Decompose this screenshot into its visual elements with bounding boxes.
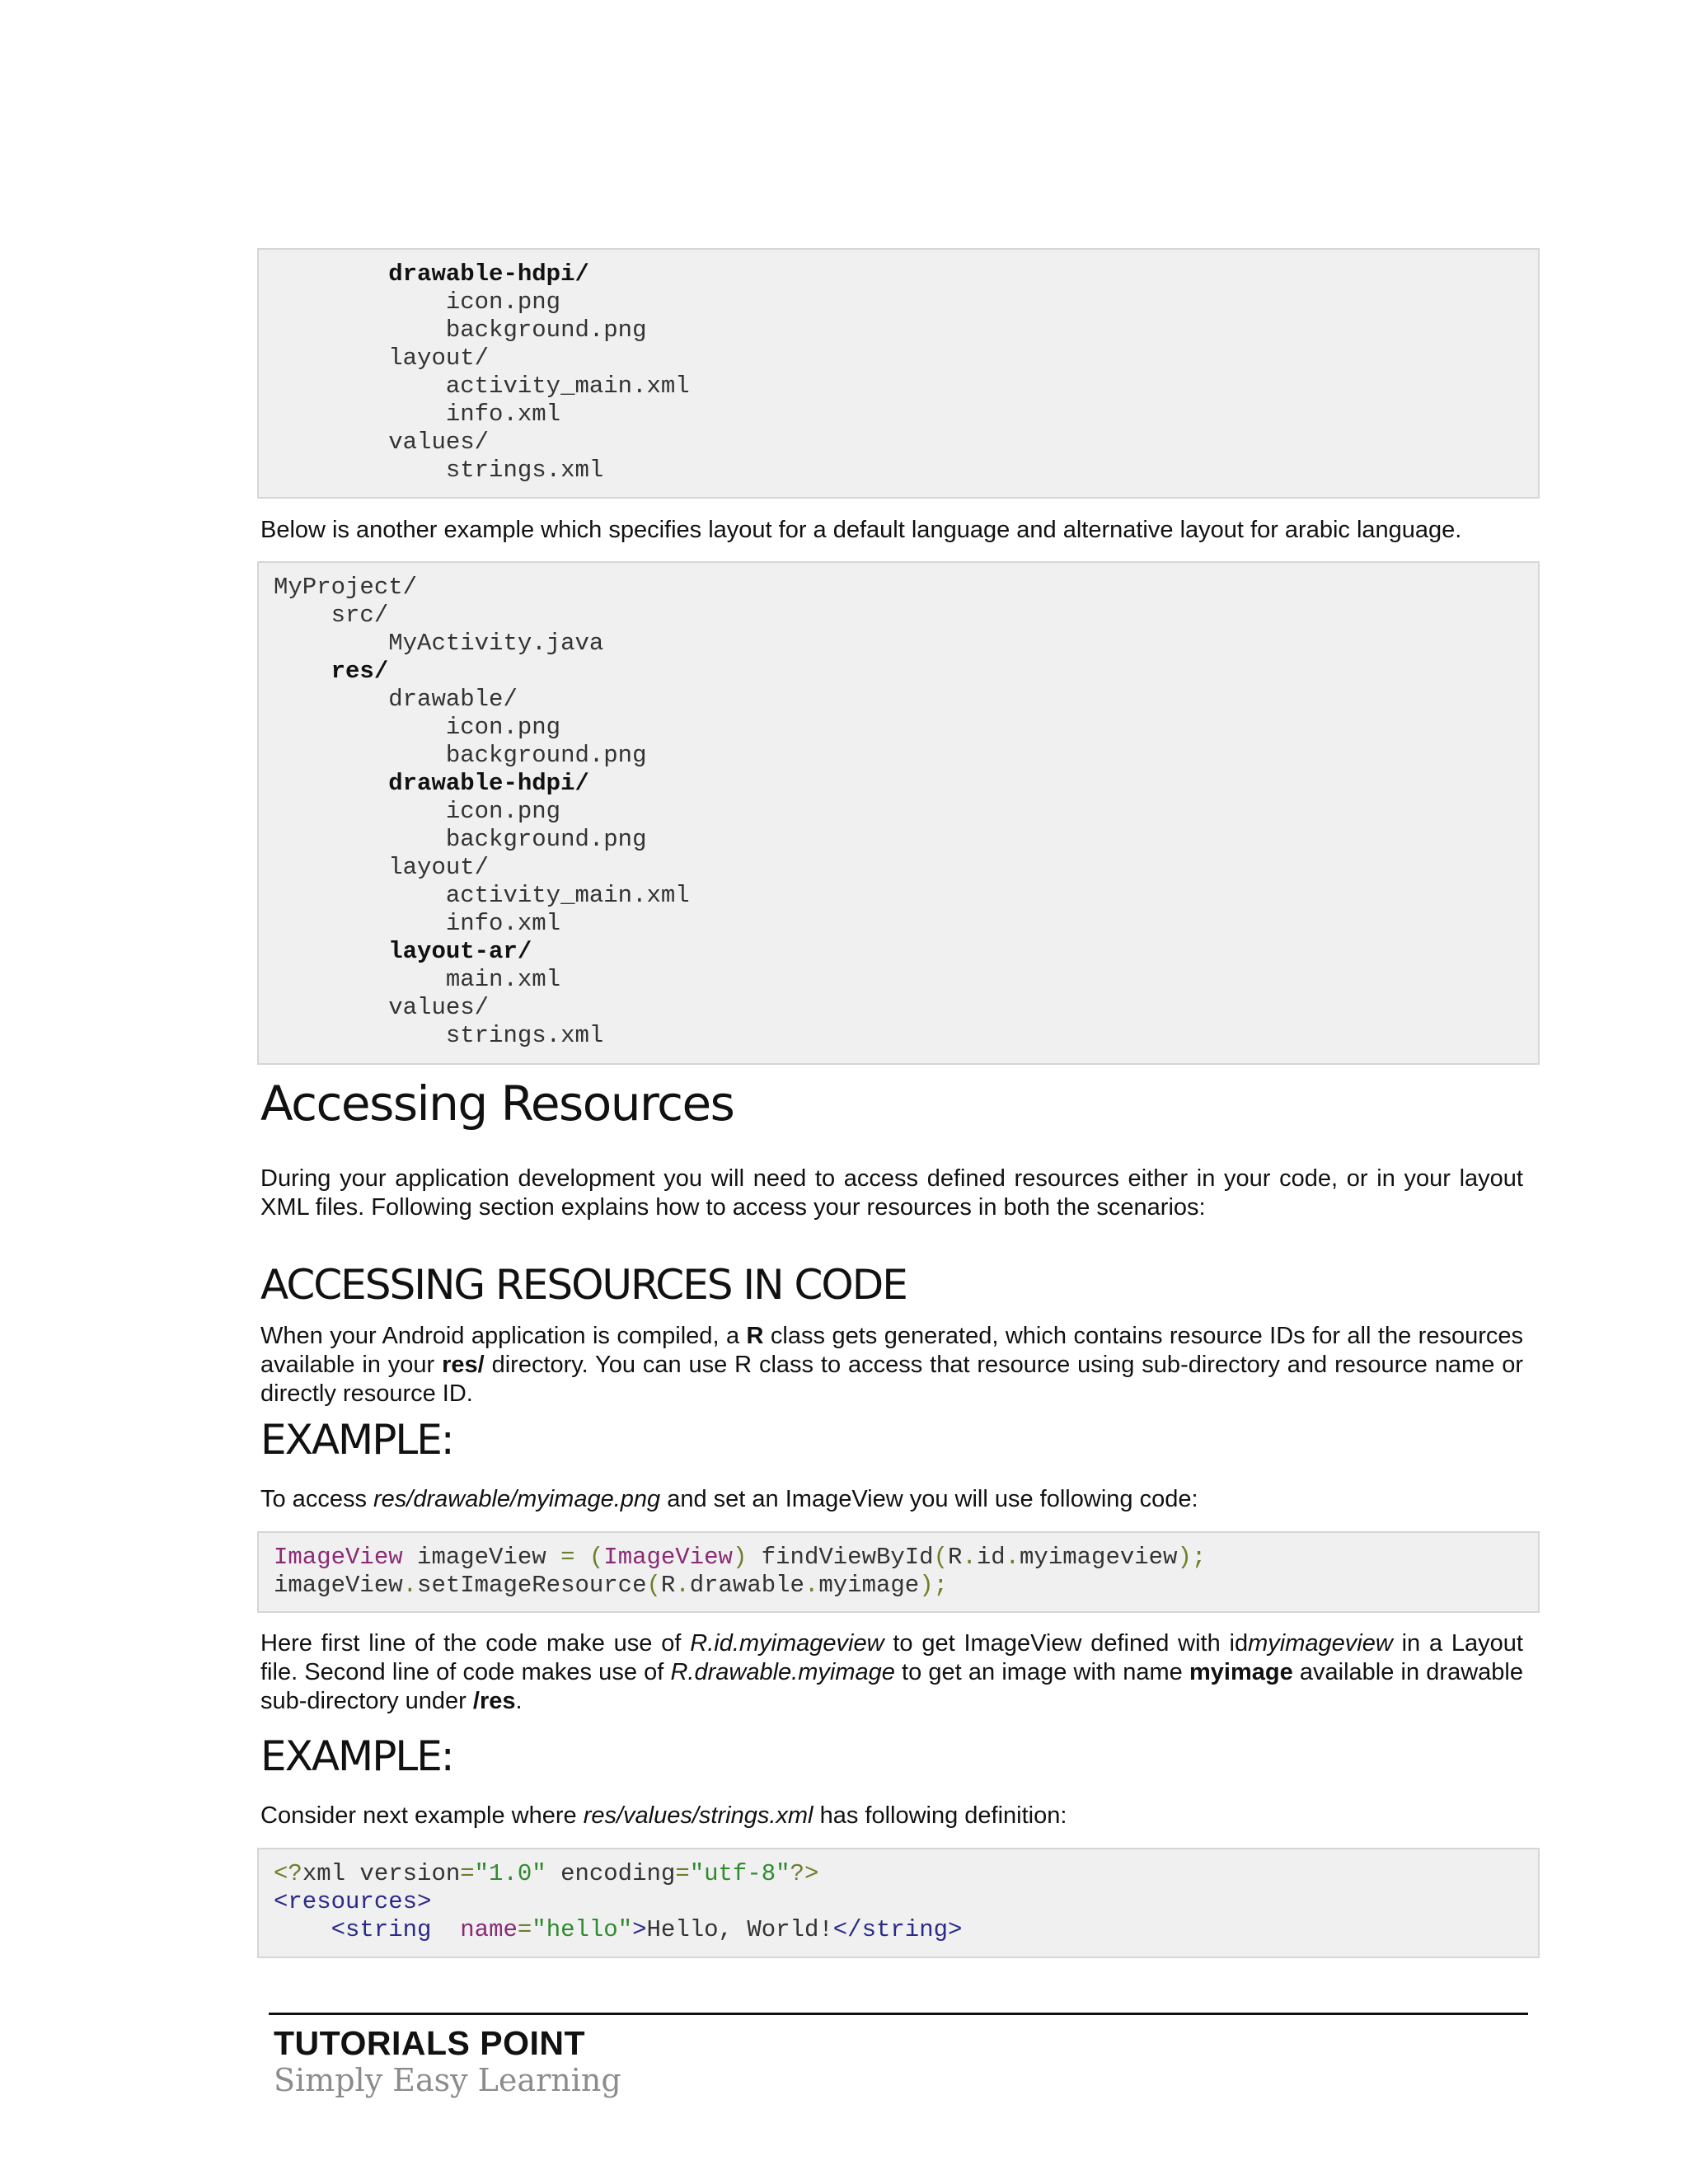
explanation-bold: /res: [472, 1688, 516, 1714]
explanation-bold: myimage: [1189, 1659, 1293, 1685]
xml-line-1: [274, 1860, 818, 1888]
java-token: );: [919, 1572, 948, 1599]
java-token: .: [962, 1544, 977, 1571]
xml-token: Hello, World!: [646, 1916, 833, 1943]
java-token: .: [675, 1572, 690, 1599]
code-indent: [274, 1022, 446, 1049]
code-indent: [274, 602, 331, 629]
code-line: [274, 966, 560, 994]
code-block-directory-2: [257, 561, 1540, 1065]
xml-token: ?>: [790, 1860, 819, 1887]
java-token: id: [976, 1544, 1006, 1571]
code-folder-bold: drawable-hdpi/: [388, 260, 589, 288]
xml-token: [274, 1916, 331, 1943]
code-line: [274, 994, 489, 1022]
java-token: .: [402, 1572, 418, 1599]
code-entry: activity_main.xml: [445, 882, 690, 909]
code-indent: [274, 658, 331, 685]
example-2-intro-text-1: Consider next example where: [260, 1802, 584, 1829]
code-entry: background.png: [445, 826, 647, 853]
code-line: [274, 686, 518, 714]
code-indent: [274, 401, 446, 428]
xml-token: =: [460, 1860, 475, 1887]
example-1-intro: [260, 1485, 1523, 1514]
code-folder-bold: layout-ar/: [388, 938, 532, 965]
example-1-intro-path: res/drawable/myimage.png: [373, 1486, 661, 1512]
subsection-bold-res: res/: [442, 1352, 485, 1378]
example-2-intro-text-2: has following definition:: [813, 1802, 1067, 1829]
explanation-text: in a Layout file. Second line of code makes use of: [260, 1630, 1523, 1685]
example-2-heading: EXAMPLE:: [260, 1732, 453, 1780]
xml-token: "utf-8": [689, 1860, 790, 1887]
java-line-1: [274, 1544, 1206, 1572]
code-indent: [274, 994, 388, 1021]
intro-paragraph: Below is another example which specifies layout for a default language and alternative layout for arabic language.: [260, 517, 1462, 543]
example-1-heading: EXAMPLE:: [260, 1416, 453, 1464]
code-line: [274, 770, 589, 798]
explanation-text: available in drawable sub-directory under: [260, 1659, 1523, 1714]
code-indent: [274, 854, 388, 881]
code-entry: src/: [331, 602, 389, 629]
code-entry: main.xml: [445, 966, 561, 993]
xml-token: =: [517, 1916, 532, 1943]
code-entry: icon.png: [445, 288, 561, 316]
code-line: [274, 630, 603, 658]
explanation-text: Here first line of the code make use of: [260, 1630, 691, 1657]
code-indent: [274, 373, 446, 400]
example-1-intro-text-2: and set an ImageView you will use following code:: [660, 1486, 1198, 1512]
code-entry: background.png: [445, 742, 647, 769]
code-line: [274, 602, 388, 630]
xml-line-2: [274, 1888, 431, 1916]
code-line: [274, 574, 417, 602]
code-entry: icon.png: [445, 798, 561, 825]
java-token: R: [660, 1572, 676, 1599]
subsection-heading: ACCESSING RESOURCES IN CODE: [260, 1261, 907, 1309]
code-indent: [274, 344, 388, 372]
code-line: [274, 658, 388, 686]
code-line: [274, 1022, 603, 1050]
xml-token: name: [460, 1916, 518, 1943]
code-entry: drawable/: [388, 686, 518, 713]
java-token: (: [646, 1572, 661, 1599]
code-line: [274, 401, 560, 429]
code-indent: [274, 770, 388, 797]
java-token: (: [933, 1544, 948, 1571]
code-entry: strings.xml: [445, 457, 604, 484]
java-token: =: [560, 1544, 575, 1571]
code-entry: activity_main.xml: [445, 373, 690, 400]
subsection-paragraph: [260, 1322, 1523, 1408]
section-paragraph: During your application development you will need to access defined resources either in your code, or in your layout XML files. Following section explains how to access your resources in both the scenarios:: [260, 1165, 1523, 1221]
code-block-java: [257, 1531, 1540, 1613]
java-line-2: [274, 1572, 948, 1600]
java-token: imageView: [274, 1572, 403, 1599]
code-indent: [274, 316, 446, 344]
java-token: .: [1005, 1544, 1020, 1571]
code-folder-bold: drawable-hdpi/: [388, 770, 589, 797]
code-entry: strings.xml: [445, 1022, 604, 1049]
xml-token: <resources>: [274, 1888, 432, 1915]
explanation-italic: R.id.myimageview: [690, 1630, 884, 1657]
code-indent: [274, 910, 446, 937]
code-line: [274, 910, 560, 938]
code-line: [274, 260, 589, 288]
xml-token: encoding: [546, 1860, 676, 1887]
code-indent: [274, 826, 446, 853]
example-1-intro-text-1: To access: [260, 1486, 373, 1512]
code-indent: [274, 686, 388, 713]
code-entry: icon.png: [445, 714, 561, 741]
code-entry: info.xml: [445, 910, 561, 937]
code-line: [274, 714, 560, 742]
code-line: [274, 429, 489, 457]
code-entry: MyProject/: [274, 574, 418, 601]
code-indent: [274, 630, 388, 657]
code-indent: [274, 798, 446, 825]
code-indent: [274, 457, 446, 484]
code-folder-bold: res/: [331, 658, 389, 685]
code-indent: [274, 260, 388, 288]
explanation-text: .: [515, 1688, 523, 1714]
code-indent: [274, 938, 388, 965]
code-entry: info.xml: [445, 401, 561, 428]
java-token: );: [1177, 1544, 1207, 1571]
code-indent: [274, 966, 446, 993]
example-1-explanation: [260, 1629, 1523, 1716]
code-line: [274, 316, 646, 344]
code-indent: [274, 429, 388, 456]
xml-token: "hello": [532, 1916, 633, 1943]
xml-token: </string>: [832, 1916, 963, 1943]
java-token: imageView: [402, 1544, 561, 1571]
explanation-italic: R.drawable.myimage: [670, 1659, 895, 1685]
code-line: [274, 344, 489, 373]
code-line: [274, 373, 690, 401]
code-block-xml: [257, 1848, 1540, 1958]
explanation-text: to get an image with name: [894, 1659, 1189, 1685]
code-entry: background.png: [445, 316, 647, 344]
code-line: [274, 938, 532, 966]
code-entry: layout/: [388, 854, 490, 881]
explanation-italic: myimageview: [1248, 1630, 1393, 1657]
java-token: setImageResource: [417, 1572, 647, 1599]
xml-line-3: [274, 1916, 962, 1944]
code-line: [274, 826, 646, 854]
subsection-text-3: directory. You can use R class to access that resource using sub-directory and resource name or directly resource ID.: [260, 1352, 1523, 1407]
java-token: (: [588, 1544, 604, 1571]
xml-token: =: [675, 1860, 690, 1887]
footer-tagline: Simply Easy Learning: [274, 2062, 621, 2098]
java-token: R: [948, 1544, 963, 1571]
xml-token: <?: [274, 1860, 302, 1887]
xml-token: "1.0": [474, 1860, 546, 1887]
java-token: [574, 1544, 588, 1571]
java-token: ): [732, 1544, 748, 1571]
code-line: [274, 854, 489, 882]
xml-token: [431, 1916, 460, 1943]
subsection-bold-r: R: [746, 1323, 764, 1349]
code-indent: [274, 714, 446, 741]
java-token: myimage: [818, 1572, 920, 1599]
code-entry: MyActivity.java: [388, 630, 604, 657]
code-line: [274, 742, 646, 770]
xml-token: xml version: [302, 1860, 461, 1887]
explanation-text: to get ImageView defined with id: [884, 1630, 1249, 1657]
example-2-intro-path: res/values/strings.xml: [583, 1802, 814, 1829]
subsection-text-1: When your Android application is compiled, a: [260, 1323, 747, 1349]
code-entry: layout/: [388, 344, 490, 372]
footer-divider: [269, 2013, 1528, 2015]
section-heading: Accessing Resources: [260, 1076, 734, 1132]
java-token: ImageView: [274, 1544, 403, 1571]
code-indent: [274, 882, 446, 909]
example-2-intro: [260, 1802, 1523, 1830]
code-entry: values/: [388, 429, 490, 456]
java-token: myimageview: [1020, 1544, 1178, 1571]
code-block-directory-1: [257, 248, 1540, 499]
code-line: [274, 798, 560, 826]
java-token: findViewById: [747, 1544, 934, 1571]
subsection-text-2: class gets generated, which contains resource IDs for all the resources available in your: [260, 1323, 1523, 1378]
code-entry: values/: [388, 994, 490, 1021]
code-indent: [274, 288, 446, 316]
footer-title: TUTORIALS POINT: [274, 2024, 586, 2062]
code-line: [274, 288, 560, 316]
code-line: [274, 882, 690, 910]
java-token: .: [804, 1572, 819, 1599]
code-line: [274, 457, 603, 485]
java-token: drawable: [689, 1572, 804, 1599]
java-token: ImageView: [603, 1544, 733, 1571]
code-indent: [274, 742, 446, 769]
xml-token: >: [632, 1916, 647, 1943]
xml-token: <string: [331, 1916, 432, 1943]
